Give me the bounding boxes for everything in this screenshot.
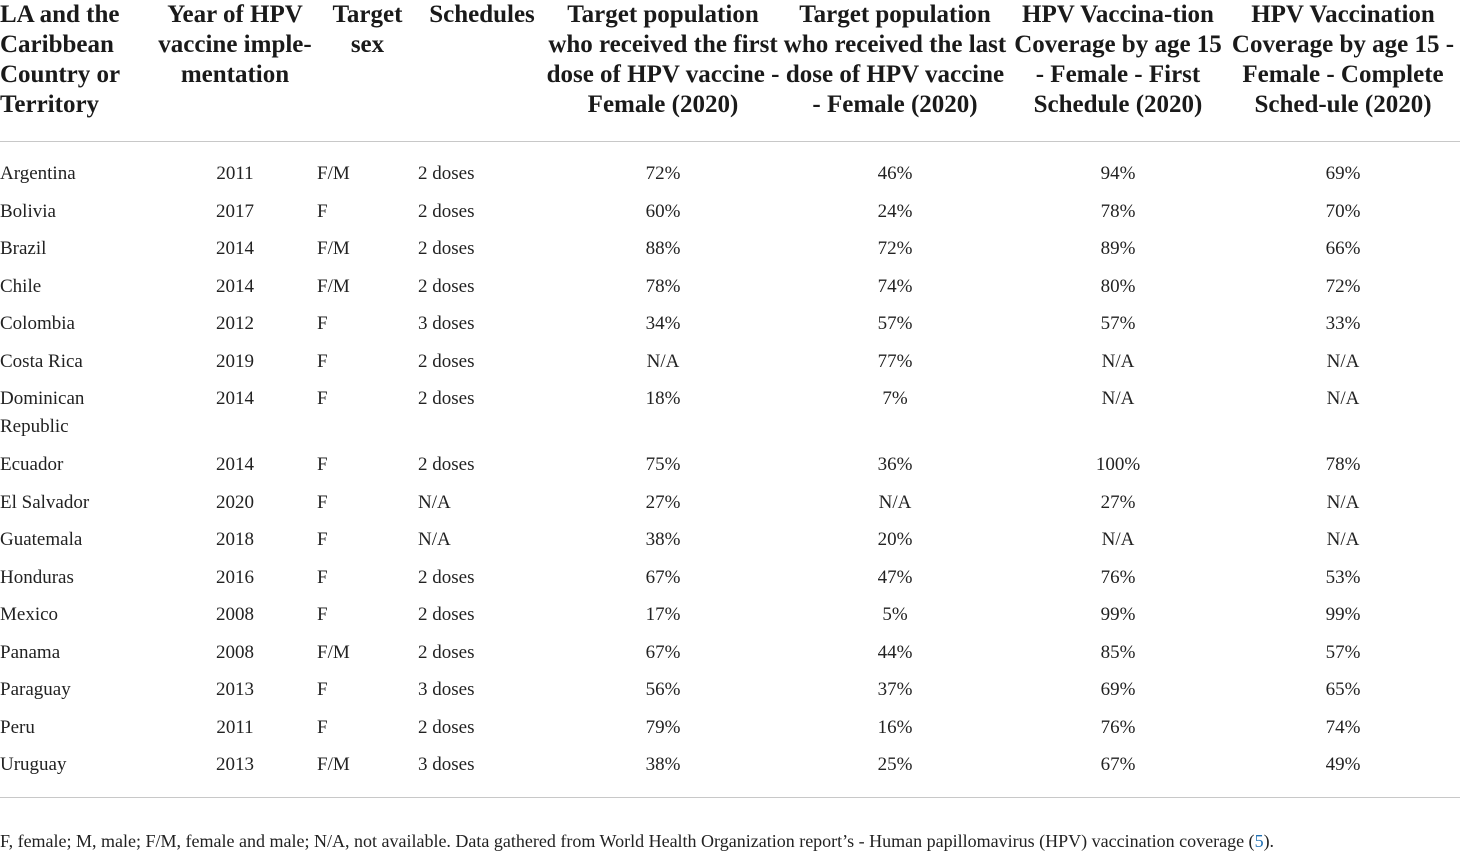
table-row (0, 348, 1460, 386)
cell-coverage-first: 89% (1100, 238, 1136, 259)
cell-first-dose: 75% (645, 454, 681, 475)
table-row (0, 751, 1460, 797)
cell-target-sex: F/M (317, 641, 350, 663)
cell-schedule: N/A (418, 491, 451, 513)
cell-year: 2019 (216, 350, 254, 372)
cell-last-dose: 25% (780, 751, 1010, 797)
cell-coverage-complete: N/A (1326, 491, 1360, 513)
cell-schedule: 2 doses (418, 566, 475, 588)
cell-first-dose: 34% (645, 313, 681, 334)
table-row (0, 235, 1460, 273)
table-row (0, 489, 1460, 527)
cell-year: 2011 (216, 716, 254, 738)
header-target-sex: Target sex (317, 0, 418, 142)
cell-first-dose: 38% (546, 751, 780, 797)
cell-coverage-first: 76% (1100, 716, 1136, 738)
table-row (0, 451, 1460, 489)
cell-coverage-first: N/A (1101, 350, 1135, 372)
cell-target-sex: F (317, 388, 328, 409)
cell-target-sex: F (317, 566, 328, 588)
table-footnote (0, 830, 1460, 852)
cell-country: Ecuador (0, 454, 64, 475)
cell-schedule: 2 doses (418, 388, 475, 409)
cell-coverage-complete: 74% (1325, 716, 1361, 738)
cell-coverage-first: 99% (1100, 604, 1136, 625)
table-row (0, 273, 1460, 311)
cell-last-dose: N/A (878, 491, 912, 513)
cell-schedule: 2 doses (418, 200, 475, 222)
cell-year: 2014 (216, 238, 254, 259)
cell-schedule: 2 doses (418, 163, 475, 184)
cell-coverage-first: 100% (1095, 454, 1141, 475)
table-body (0, 142, 1460, 798)
cell-coverage-complete: 69% (1325, 163, 1361, 184)
cell-coverage-complete: N/A (1326, 350, 1360, 372)
cell-target-sex: F/M (317, 163, 350, 184)
cell-last-dose: 44% (877, 641, 913, 663)
cell-first-dose: 27% (645, 491, 681, 513)
cell-coverage-first: 27% (1100, 491, 1136, 513)
cell-coverage-complete: 78% (1325, 454, 1361, 475)
cell-first-dose: 56% (645, 679, 681, 700)
cell-coverage-complete: 65% (1325, 679, 1361, 700)
cell-schedule: 2 doses (418, 350, 475, 372)
cell-year: 2013 (216, 679, 254, 700)
cell-schedule: N/A (418, 529, 451, 550)
table-row (0, 198, 1460, 236)
table-row (0, 714, 1460, 752)
header-first-dose: Target population who received the first dose of HPV vaccine - Female (2020) (546, 0, 780, 142)
footnote-text: F, female; M, male; F/M, female and male; N/A, not available. Data gathered from World Health Organization report’s - Human papillomavirus (HPV) vaccination coverage ( (0, 831, 1255, 851)
cell-target-sex: F (317, 716, 328, 738)
footnote-reference-link[interactable]: 5 (1254, 831, 1264, 851)
cell-year: 2017 (216, 200, 254, 222)
cell-target-sex: F/M (317, 751, 418, 797)
cell-last-dose: 74% (877, 275, 913, 297)
header-last-dose: Target population who received the last dose of HPV vaccine - Female (2020) (780, 0, 1010, 142)
table-row (0, 601, 1460, 639)
cell-coverage-first: 67% (1010, 751, 1226, 797)
cell-country: Panama (0, 641, 61, 663)
cell-coverage-complete: 99% (1325, 604, 1361, 625)
cell-first-dose: 67% (645, 641, 681, 663)
cell-year: 2011 (216, 163, 254, 184)
cell-last-dose: 16% (877, 716, 913, 738)
cell-year: 2008 (216, 604, 254, 625)
cell-target-sex: F (317, 350, 328, 372)
cell-coverage-first: N/A (1101, 388, 1135, 409)
cell-country: Uruguay (0, 751, 153, 797)
cell-country: Paraguay (0, 679, 71, 700)
header-year: Year of HPV vaccine imple-mentation (153, 0, 317, 142)
cell-coverage-complete: N/A (1326, 388, 1360, 409)
cell-first-dose: 67% (645, 566, 681, 588)
cell-last-dose: 46% (877, 163, 913, 184)
cell-first-dose: 38% (645, 529, 681, 550)
cell-country: Colombia (0, 313, 75, 334)
cell-country: Chile (0, 275, 42, 297)
cell-schedule: 3 doses (418, 313, 475, 334)
cell-coverage-first: 85% (1100, 641, 1136, 663)
cell-coverage-complete: 57% (1325, 641, 1361, 663)
header-schedules: Schedules (418, 0, 546, 142)
cell-country: Guatemala (0, 529, 83, 550)
cell-target-sex: F/M (317, 238, 350, 259)
cell-schedule: 2 doses (418, 716, 475, 738)
cell-coverage-first: 78% (1100, 200, 1136, 222)
cell-target-sex: F/M (317, 275, 350, 297)
cell-first-dose: 18% (645, 388, 681, 409)
cell-year: 2020 (216, 491, 254, 513)
cell-target-sex: F (317, 454, 328, 475)
cell-coverage-first: N/A (1101, 529, 1135, 550)
table-row (0, 385, 1460, 451)
cell-coverage-complete: 66% (1325, 238, 1361, 259)
cell-coverage-complete: 53% (1325, 566, 1361, 588)
table-row (0, 564, 1460, 602)
cell-schedule: 2 doses (418, 275, 475, 297)
cell-year: 2008 (216, 641, 254, 663)
cell-schedule: 2 doses (418, 454, 475, 475)
cell-last-dose: 72% (877, 238, 913, 259)
cell-last-dose: 47% (877, 566, 913, 588)
cell-target-sex: F (317, 200, 328, 222)
cell-first-dose: 72% (645, 163, 681, 184)
cell-country: Bolivia (0, 200, 56, 222)
table-row (0, 142, 1460, 198)
cell-last-dose: 20% (877, 529, 913, 550)
cell-year: 2014 (216, 275, 254, 297)
cell-last-dose: 7% (882, 388, 908, 409)
cell-schedule: 3 doses (418, 751, 546, 797)
cell-first-dose: 78% (645, 275, 681, 297)
cell-country: Costa Rica (0, 350, 83, 372)
footnote-end: ). (1263, 831, 1275, 851)
cell-coverage-complete: 49% (1226, 751, 1460, 797)
cell-coverage-first: 69% (1100, 679, 1136, 700)
cell-schedule: 2 doses (418, 604, 475, 625)
cell-year: 2014 (216, 454, 254, 475)
cell-schedule: 2 doses (418, 238, 475, 259)
cell-first-dose: 60% (645, 200, 681, 222)
cell-last-dose: 24% (877, 200, 913, 222)
cell-country: Peru (0, 716, 35, 738)
cell-first-dose: 17% (645, 604, 681, 625)
cell-year: 2016 (216, 566, 254, 588)
cell-last-dose: 5% (882, 604, 908, 625)
cell-country: Brazil (0, 238, 47, 259)
table-row (0, 676, 1460, 714)
header-row (0, 0, 1460, 142)
header-coverage-complete: HPV Vaccination Coverage by age 15 - Female - Complete Sched-ule (2020) (1226, 0, 1460, 142)
cell-year: 2018 (216, 529, 254, 550)
cell-coverage-complete: 72% (1325, 275, 1361, 297)
cell-coverage-complete: N/A (1326, 529, 1360, 550)
cell-last-dose: 57% (877, 313, 913, 334)
cell-schedule: 3 doses (418, 679, 475, 700)
cell-country: Honduras (0, 566, 74, 588)
table-row (0, 310, 1460, 348)
cell-year: 2014 (216, 388, 254, 409)
cell-last-dose: 36% (877, 454, 913, 475)
cell-last-dose: 77% (877, 350, 913, 372)
header-country: LA and the Caribbean Country or Territory (0, 0, 153, 142)
cell-country: Mexico (0, 604, 59, 625)
header-coverage-first: HPV Vaccina-tion Coverage by age 15 - Female - First Schedule (2020) (1010, 0, 1226, 142)
cell-year: 2013 (153, 751, 317, 797)
cell-schedule: 2 doses (418, 641, 475, 663)
cell-country: Dominican Republic (0, 388, 85, 437)
cell-year: 2012 (216, 313, 254, 334)
cell-coverage-first: 94% (1100, 163, 1136, 184)
cell-coverage-complete: 70% (1325, 200, 1361, 222)
cell-first-dose: N/A (646, 350, 680, 372)
cell-target-sex: F (317, 679, 328, 700)
cell-target-sex: F (317, 604, 328, 625)
cell-first-dose: 88% (645, 238, 681, 259)
cell-coverage-first: 80% (1100, 275, 1136, 297)
cell-target-sex: F (317, 491, 328, 513)
cell-target-sex: F (317, 529, 328, 550)
cell-country: El Salvador (0, 491, 90, 513)
table-row (0, 526, 1460, 564)
cell-country: Argentina (0, 163, 76, 184)
cell-coverage-first: 57% (1100, 313, 1136, 334)
cell-first-dose: 79% (645, 716, 681, 738)
cell-target-sex: F (317, 313, 328, 334)
table-row (0, 639, 1460, 677)
cell-last-dose: 37% (877, 679, 913, 700)
cell-coverage-complete: 33% (1325, 313, 1361, 334)
cell-coverage-first: 76% (1100, 566, 1136, 588)
